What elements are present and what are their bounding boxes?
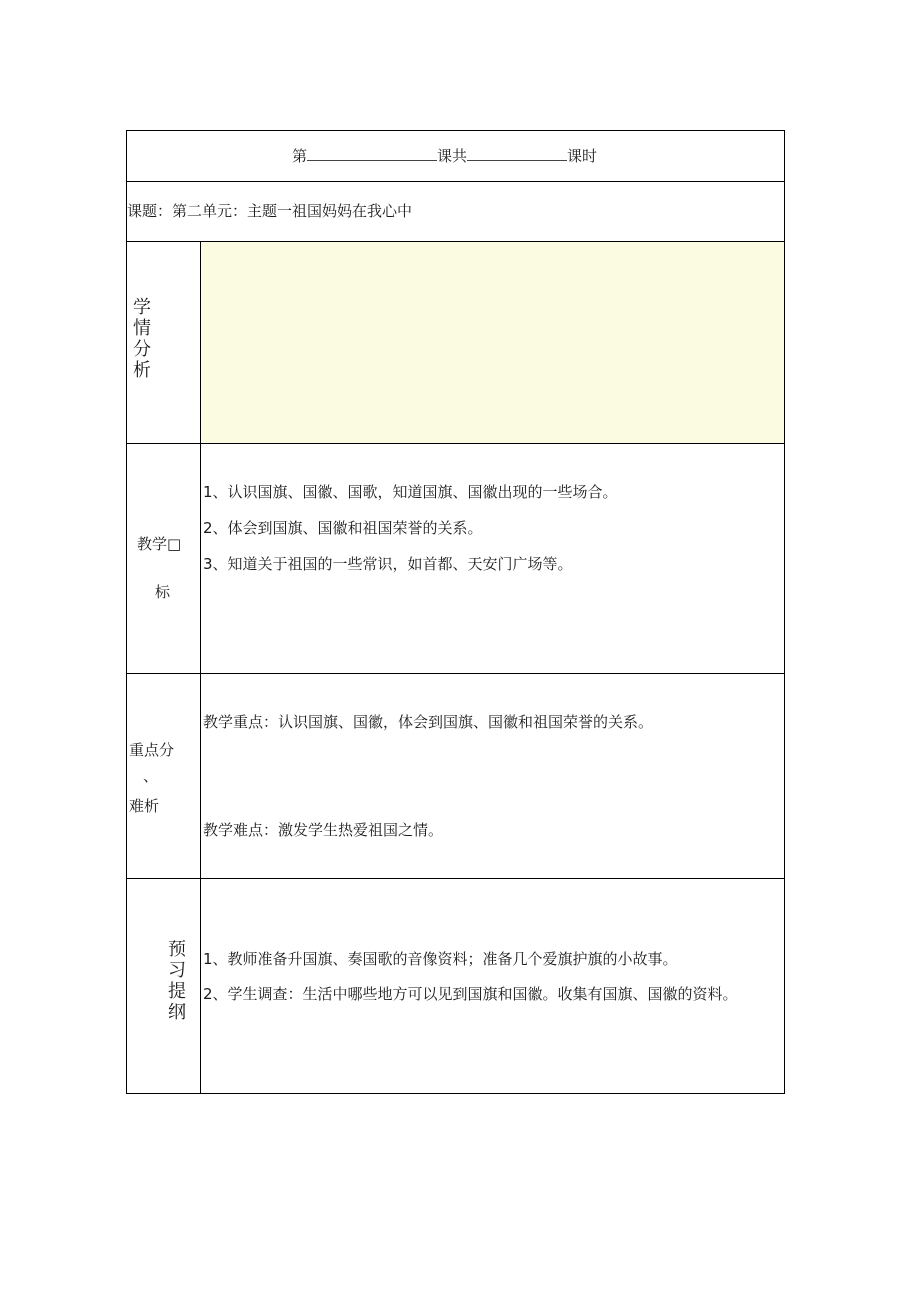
analysis-highlight-area — [201, 242, 784, 443]
objectives-label-line1: 教学□ — [137, 535, 182, 553]
objectives-content-cell — [201, 444, 784, 673]
lesson-count-line — [292, 146, 597, 166]
objectives-row — [127, 443, 784, 673]
topic-row — [127, 181, 784, 241]
preview-label-cell — [127, 879, 201, 1094]
preview-row — [127, 878, 784, 1094]
preview-label: 预习提纲 — [168, 939, 186, 1023]
objectives-label-line2: 标 — [155, 583, 171, 601]
analysis-content-cell — [201, 242, 784, 443]
analysis-row — [127, 241, 784, 443]
objective-item-1: 1、认识国旗、国徽、国歌，知道国旗、国徽出现的一些场合。 — [203, 483, 618, 501]
keypoints-label-line2: 、 — [143, 767, 159, 785]
total-periods-blank — [467, 146, 567, 161]
lesson-middle: 课共 — [437, 147, 468, 165]
keypoints-label-cell — [127, 674, 201, 878]
objective-item-2: 2、体会到国旗、国徽和祖国荣誉的关系。 — [203, 519, 483, 537]
lesson-number-blank — [307, 146, 437, 161]
teaching-focus: 教学重点：认识国旗、国徽，体会到国旗、国徽和祖国荣誉的关系。 — [203, 713, 654, 731]
lesson-plan-table — [126, 130, 785, 1094]
keypoints-label-line1: 重点分 — [129, 741, 175, 759]
analysis-label-cell — [127, 242, 201, 443]
teaching-difficulty: 教学难点：激发学生热爱祖国之情。 — [203, 821, 444, 839]
preview-content-cell — [201, 879, 784, 1094]
keypoints-row — [127, 673, 784, 878]
lesson-suffix: 课时 — [567, 147, 598, 165]
analysis-label: 学情分析 — [133, 297, 151, 381]
lesson-prefix: 第 — [292, 147, 308, 165]
topic-text: 课题：第二单元：主题一祖国妈妈在我心中 — [127, 202, 413, 220]
keypoints-label-line3: 难析 — [129, 797, 160, 815]
keypoints-content-cell — [201, 674, 784, 878]
lesson-count-row — [127, 131, 784, 181]
objectives-label-cell — [127, 444, 201, 673]
objective-item-3: 3、知道关于祖国的一些常识，如首都、天安门广场等。 — [203, 555, 573, 573]
preview-item-1: 1、教师准备升国旗、奏国歌的音像资料；准备几个爱旗护旗的小故事。 — [203, 950, 678, 968]
preview-item-2: 2、学生调查：生活中哪些地方可以见到国旗和国徽。收集有国旗、国徽的资料。 — [203, 985, 738, 1003]
